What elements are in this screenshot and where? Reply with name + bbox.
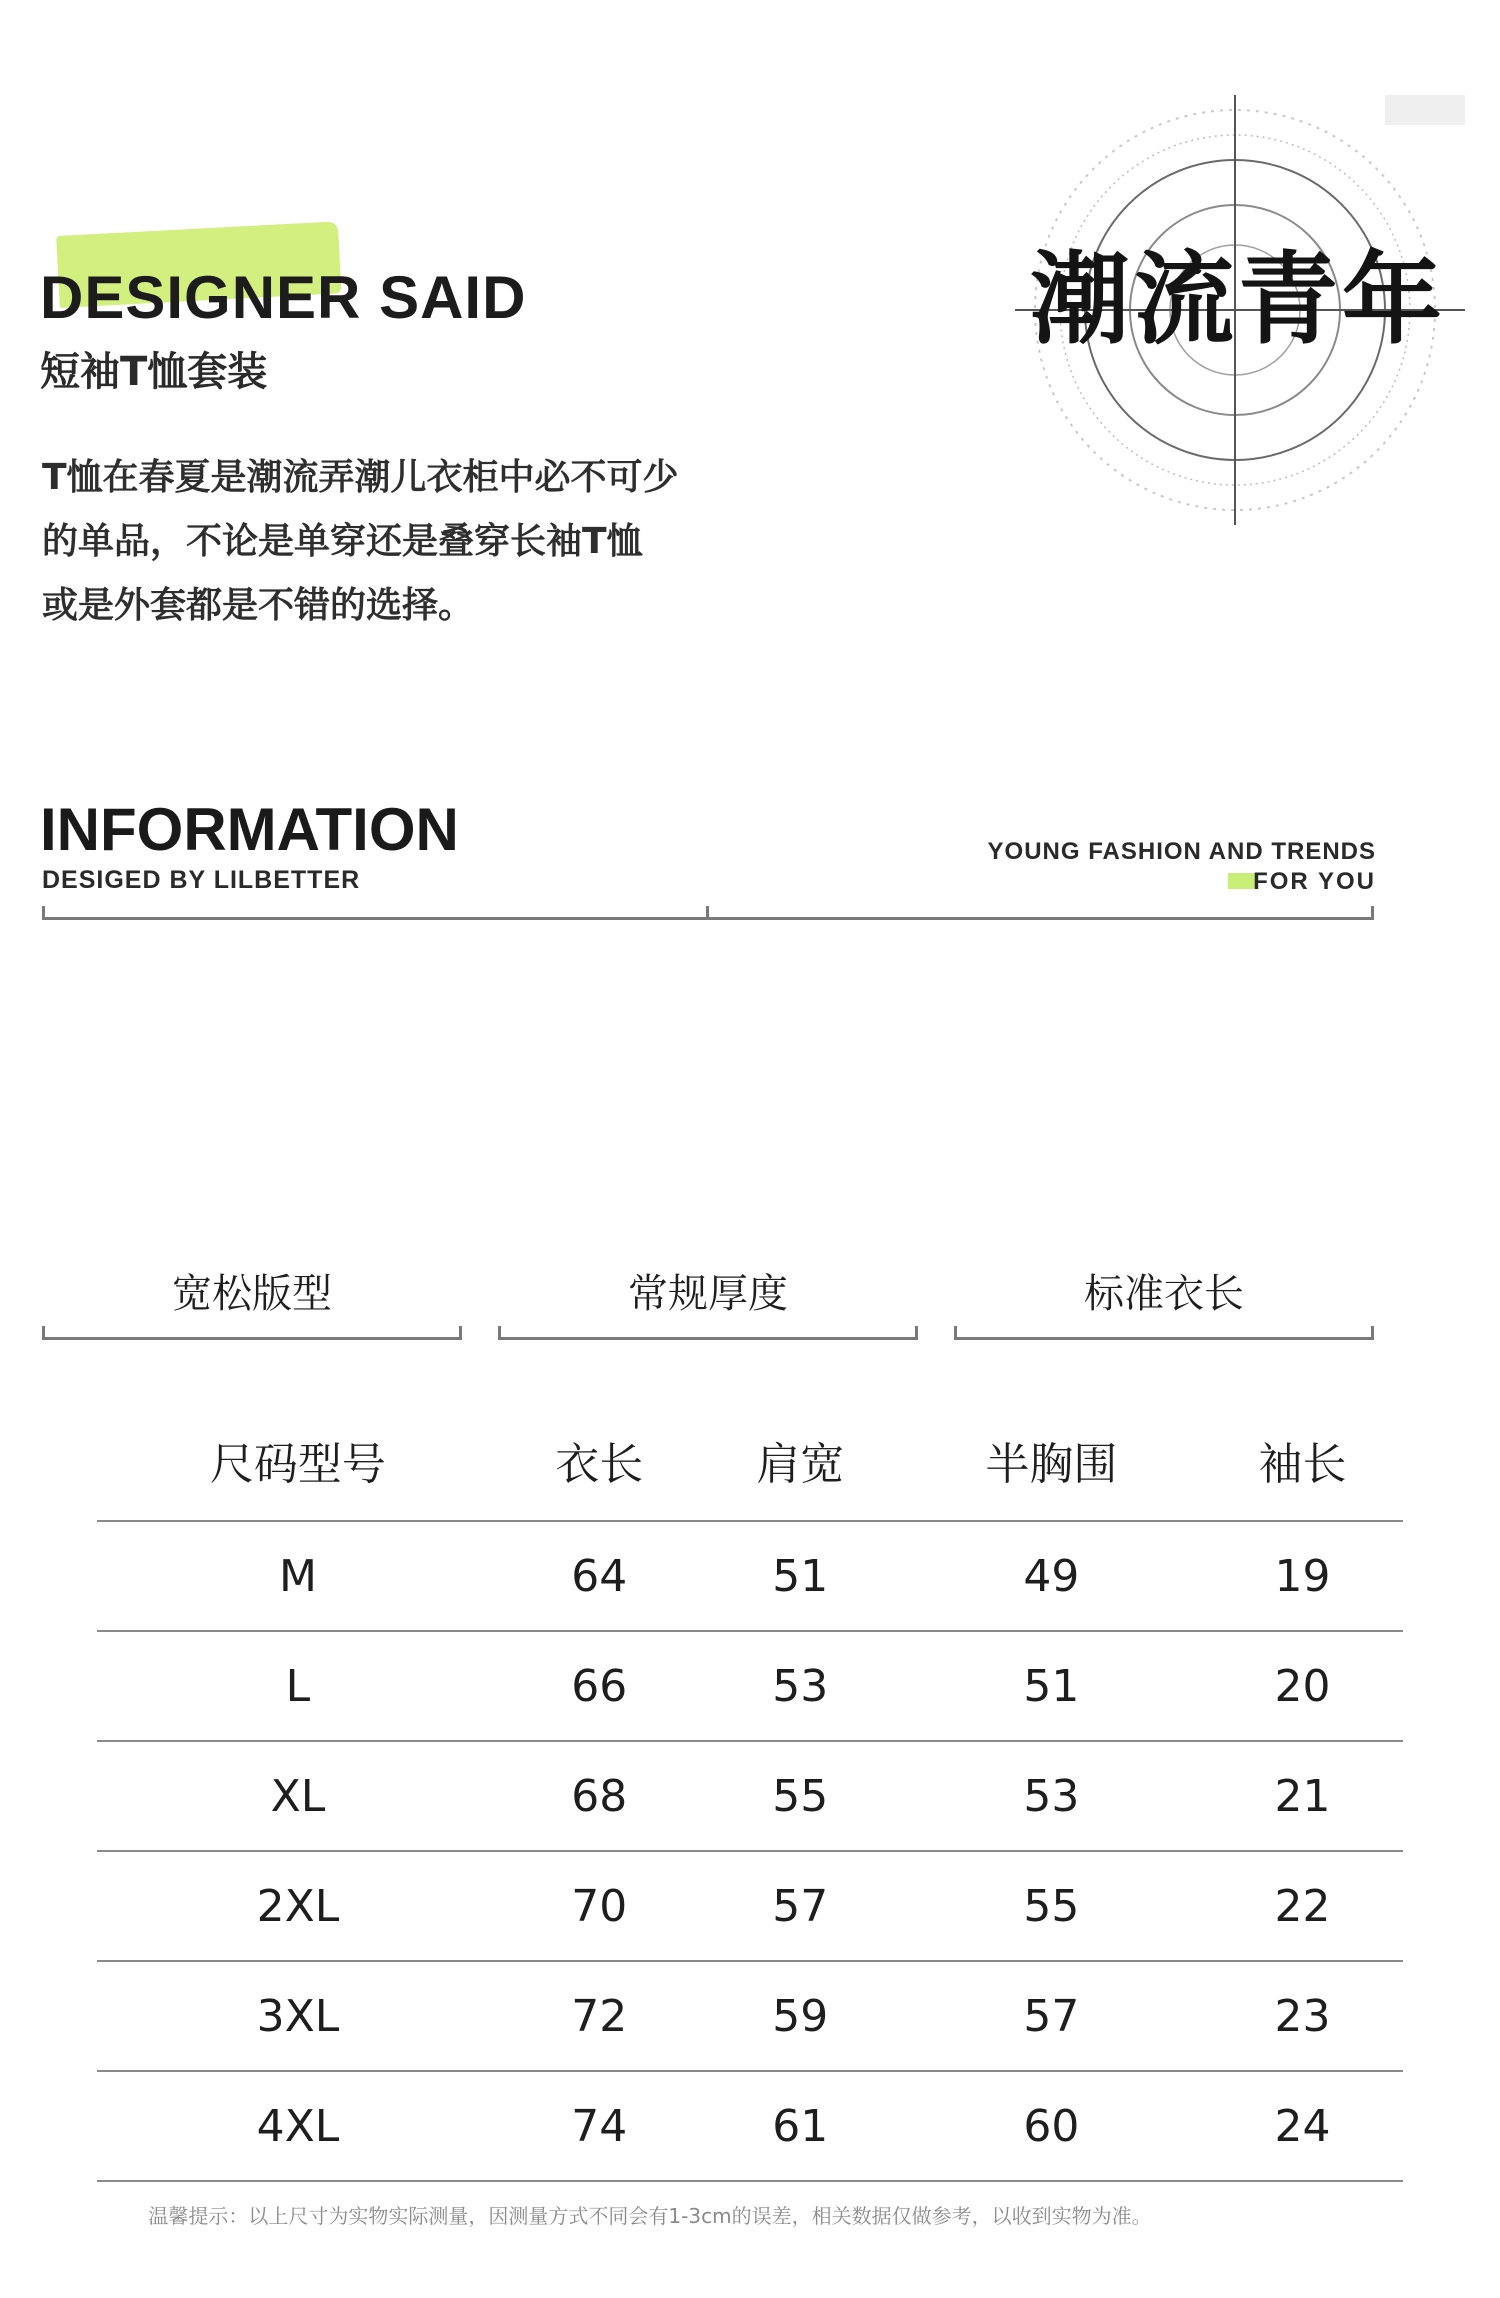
cell-sleeve: 23 [1202,1961,1403,2071]
cell-sleeve: 22 [1202,1851,1403,1961]
designer-word: DESIGNER [40,264,362,331]
cell-sleeve: 21 [1202,1741,1403,1851]
size-table [97,1400,1403,2182]
cell-length: 68 [499,1741,700,1851]
information-subtitle: DESIGED BY LILBETTER [42,866,361,894]
cell-chest: 49 [901,1521,1202,1631]
cell-chest: 60 [901,2071,1202,2181]
cell-size: M [97,1521,499,1631]
cell-length: 72 [499,1961,700,2071]
feature-fit: 宽松版型 [172,1271,332,1317]
cell-shoulder: 59 [700,1961,901,2071]
cell-chest: 55 [901,1851,1202,1961]
cell-shoulder: 57 [700,1851,901,1961]
tagline-line1: YOUNG FASHION AND TRENDS [987,838,1376,865]
cell-shoulder: 53 [700,1631,901,1741]
product-subtitle: 短袖T恤套装 [40,349,268,395]
cell-length: 64 [499,1521,700,1631]
cell-size: 4XL [97,2071,499,2181]
cell-sleeve: 24 [1202,2071,1403,2181]
divider-tick [706,906,709,920]
description-line: 或是外套都是不错的选择。 [42,585,475,626]
said-word: SAID [379,264,527,331]
feature-thickness-bracket [498,1326,918,1340]
table-row [97,2071,1403,2181]
cell-shoulder: 55 [700,1741,901,1851]
cell-shoulder: 51 [700,1521,901,1631]
cell-length: 70 [499,1851,700,1961]
table-row [97,1631,1403,1741]
cell-chest: 57 [901,1961,1202,2071]
product-description [42,446,762,638]
table-row [97,1851,1403,1961]
feature-thickness: 常规厚度 [628,1271,788,1317]
feature-length: 标准衣长 [1084,1271,1244,1317]
header-shoulder: 肩宽 [700,1400,901,1521]
tagline-line2: FOR YOU [1253,868,1376,895]
cell-size: 2XL [97,1851,499,1961]
cell-shoulder: 61 [700,2071,901,2181]
information-title: INFORMATION [40,796,459,863]
table-row [97,1741,1403,1851]
header-length: 衣长 [499,1400,700,1521]
header-size: 尺码型号 [97,1400,499,1521]
table-row [97,1961,1403,2071]
cell-length: 66 [499,1631,700,1741]
designer-said-title [40,264,527,331]
description-line: 的单品，不论是单穿还是叠穿长袖T恤 [42,521,643,562]
feature-length-bracket [954,1326,1374,1340]
description-line: T恤在春夏是潮流弄潮儿衣柜中必不可少 [42,457,679,498]
cell-size: 3XL [97,1961,499,2071]
cell-size: L [97,1631,499,1741]
cell-sleeve: 20 [1202,1631,1403,1741]
header-chest: 半胸围 [901,1400,1202,1521]
trend-badge-text: 潮流青年 [1030,241,1446,358]
table-row [97,1521,1403,1631]
cell-sleeve: 19 [1202,1521,1403,1631]
cell-length: 74 [499,2071,700,2181]
header-sleeve: 袖长 [1202,1400,1403,1521]
table-header-row [97,1400,1403,1521]
cell-chest: 51 [901,1631,1202,1741]
feature-fit-bracket [42,1326,462,1340]
cell-size: XL [97,1741,499,1851]
measurement-footnote: 温馨提示：以上尺寸为实物实际测量，因测量方式不同会有1-3cm的误差，相关数据仅做参考，以收到实物为准。 [148,2204,1152,2228]
cell-chest: 53 [901,1741,1202,1851]
